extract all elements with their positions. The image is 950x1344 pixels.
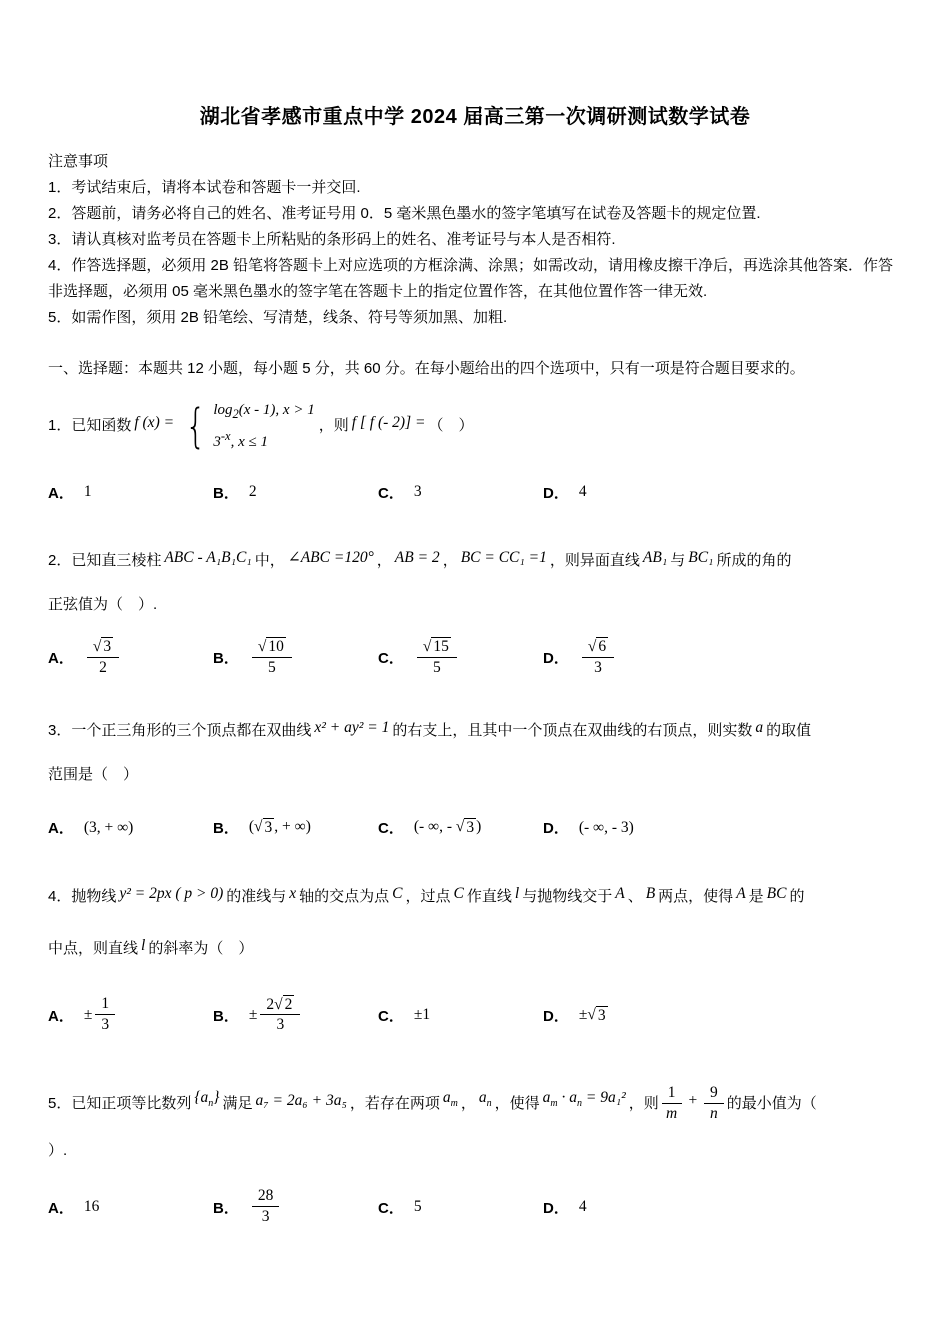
- option-b: [213, 1186, 378, 1226]
- option-c-label: C．: [378, 1199, 404, 1217]
- q4-pre-text: 4．抛物线: [48, 887, 117, 905]
- term-a: a: [542, 1088, 551, 1106]
- notice-item-3: 3．请认真核对监考员在答题卡上所粘贴的条形码上的姓名、准考证号与本人是否相符.: [48, 231, 616, 248]
- question-2-options: [48, 639, 902, 677]
- interval-open: (: [248, 818, 255, 836]
- option-d: [543, 1197, 587, 1218]
- notice-item-5: 5．如需作图，须用 2B 铅笔绘、写清楚，线条、符号等须加黑、加粗.: [48, 309, 508, 326]
- q5-sequence-name: [194, 1084, 219, 1118]
- equals-value: = 9a₁²: [582, 1088, 626, 1106]
- question-5-options: [48, 1186, 902, 1226]
- question-5: [48, 1084, 902, 1225]
- numerator: 1: [95, 995, 115, 1015]
- q3-text: 的取值: [766, 721, 812, 739]
- notice-heading: 注意事项: [48, 153, 109, 170]
- option-d-value: [579, 1006, 608, 1025]
- q4-point-c: C: [392, 884, 403, 902]
- q3-line2-text: 范围是（ ）: [48, 765, 139, 783]
- option-c-value: 5: [413, 1198, 422, 1216]
- notice-item-1: 1．考试结束后，请将本试卷和答题卡一并交回.: [48, 179, 361, 196]
- option-b-value: [249, 818, 311, 837]
- q2-prism-name: ABC - A₁B₁C₁: [164, 549, 252, 566]
- option-a-value: 1: [83, 483, 92, 500]
- numerator: 28: [252, 1187, 280, 1207]
- q5-text: ，使得: [494, 1094, 540, 1112]
- option-c-label: C．: [378, 650, 404, 668]
- fraction: [582, 637, 614, 677]
- notice-item-4: 4．作答选择题，必须用 2B 铅笔将答题卡上对应选项的方框涂满、涂黑；如需改动，请用橡皮擦干净后，再选涂其他答案．作答非选择题，必须用 05 毫米黑色墨水的签字笔在答题卡上的指定位置作答，在其他位置作答一律无效.: [48, 257, 894, 300]
- option-c: [378, 639, 543, 677]
- sequence-open: {a: [194, 1088, 209, 1106]
- term-sub-m: m: [450, 1097, 458, 1109]
- denominator: m: [666, 1105, 678, 1123]
- option-c-label: C．: [378, 820, 404, 838]
- q1-pre-text: 1．已知函数: [48, 417, 132, 434]
- q5-text: 的最小值为（: [726, 1094, 817, 1112]
- radicand: 2: [284, 995, 293, 1013]
- q1-case-bottom-rest: , x ≤ 1: [230, 434, 268, 450]
- radicand: 10: [268, 638, 284, 655]
- option-d-value: 4: [578, 483, 587, 500]
- sqrt: [456, 818, 476, 837]
- fraction: [260, 995, 300, 1035]
- q2-text: 与: [670, 552, 686, 569]
- term-a: a: [442, 1088, 451, 1106]
- option-c: [378, 1005, 543, 1026]
- question-1-stem: [48, 399, 902, 453]
- option-b-label: B．: [213, 650, 239, 668]
- plus-minus-sign: ±: [578, 1005, 588, 1023]
- option-c-label: C．: [378, 1007, 404, 1025]
- question-1: [48, 399, 902, 507]
- numerator-coefficient: 2: [266, 995, 275, 1013]
- question-4-stem-line2: [48, 935, 902, 963]
- q2-text: ，: [442, 552, 458, 569]
- fraction: [87, 637, 119, 677]
- sequence-sub: n: [208, 1097, 214, 1109]
- question-4-options: [48, 997, 902, 1035]
- q4-point-a: A: [615, 884, 625, 902]
- q2-ab1: AB₁: [642, 549, 668, 566]
- q1-cases: [213, 399, 314, 453]
- dot-term: · a: [557, 1088, 577, 1106]
- q1-case-top-rest: (x - 1), x > 1: [238, 402, 315, 418]
- q1-case-bottom: [213, 425, 314, 453]
- q3-var-a: a: [755, 718, 764, 736]
- option-a: [48, 817, 213, 838]
- option-b: [213, 482, 378, 503]
- q4-point-a: A: [736, 884, 746, 902]
- fraction: [252, 637, 292, 677]
- question-1-options: [48, 477, 902, 507]
- radicand: 3: [264, 819, 273, 837]
- fraction: [417, 637, 457, 677]
- option-a: [48, 1197, 213, 1218]
- q1-log-sub: 2: [232, 407, 239, 421]
- radicand: 15: [433, 638, 449, 655]
- q4-text: 、: [627, 887, 643, 905]
- option-b: [213, 997, 378, 1035]
- q5-pre-text: 5．已知正项等比数列: [48, 1094, 192, 1112]
- q2-text: 中，: [254, 552, 285, 569]
- question-5-stem-line1: [48, 1084, 902, 1123]
- q5-relation: a₇ = 2a₆ + 3a₅: [255, 1091, 347, 1109]
- term-a: a: [478, 1088, 487, 1106]
- page-title: 湖北省孝感市重点中学 2024 届高三第一次调研测试数学试卷: [199, 106, 751, 128]
- q4-point-c: C: [453, 884, 464, 902]
- q4-text: 轴的交点为点: [299, 887, 390, 905]
- sqrt-symbol: √: [587, 638, 597, 655]
- numerator: 9: [704, 1084, 724, 1104]
- question-2-stem-line2: [48, 591, 902, 619]
- q5-product-relation: [543, 1084, 626, 1118]
- option-b-label: B．: [213, 484, 239, 502]
- option-d: [543, 482, 587, 503]
- term-sub-n: n: [486, 1097, 492, 1109]
- q2-bc-cc1: BC = CC₁ =1: [460, 549, 547, 566]
- plus-minus-sign: ±: [83, 1006, 93, 1024]
- option-a-value: 16: [83, 1198, 100, 1216]
- sqrt-symbol: √: [92, 638, 102, 655]
- sqrt-symbol: √: [587, 1005, 596, 1023]
- sqrt: [254, 818, 274, 837]
- q1-piecewise-function: [181, 399, 315, 453]
- option-d-label: D．: [543, 1007, 569, 1025]
- denominator: 5: [432, 658, 441, 676]
- q4-point-b: B: [645, 884, 656, 902]
- option-d-label: D．: [543, 820, 569, 838]
- denominator: n: [709, 1105, 718, 1123]
- fraction: [662, 1084, 682, 1123]
- sqrt-symbol: √: [422, 638, 432, 655]
- q5-line2-text: ）.: [48, 1141, 68, 1159]
- option-d: [543, 817, 634, 838]
- q2-line2-text: 正弦值为（ ）.: [48, 596, 158, 613]
- option-b-label: B．: [213, 820, 239, 838]
- option-c-label: C．: [378, 484, 404, 502]
- q1-exp: -x: [220, 429, 231, 443]
- q2-angle: ∠ABC =120°: [287, 549, 374, 566]
- q2-text: 所成的角的: [716, 552, 792, 569]
- q2-text: ，则异面直线: [549, 552, 640, 569]
- q4-line-l: l: [141, 936, 146, 954]
- sqrt-symbol: √: [274, 995, 283, 1013]
- q3-text: 的右支上，且其中一个顶点在双曲线的右顶点，则实数: [392, 721, 753, 739]
- sqrt-symbol: √: [254, 818, 263, 836]
- q5-text: ，: [460, 1094, 476, 1112]
- option-a-value: (3, + ∞): [83, 818, 134, 836]
- denominator: 2: [99, 658, 107, 676]
- plus-sign: +: [687, 1091, 698, 1109]
- q4-text: 与抛物线交于: [522, 887, 613, 905]
- option-a: [48, 997, 213, 1034]
- q2-pre-text: 2．已知直三棱柱: [48, 552, 162, 569]
- option-b: [213, 639, 378, 677]
- option-c-value: ±1: [413, 1006, 431, 1024]
- q5-text: ，则: [628, 1094, 659, 1112]
- q5-text: ，若存在两项: [349, 1094, 440, 1112]
- option-d: [543, 639, 617, 677]
- sequence-close: }: [213, 1088, 220, 1106]
- q4-text: 两点，使得: [658, 887, 734, 905]
- q5-term-an: [479, 1084, 492, 1118]
- numerator: 1: [662, 1084, 682, 1104]
- question-3-options: [48, 813, 902, 843]
- question-3-stem-line2: [48, 761, 902, 789]
- option-c: [378, 1197, 543, 1218]
- radicand: 6: [598, 638, 607, 655]
- q1-mid-text: ，则: [318, 417, 349, 434]
- section-choice-heading: 一、选择题：本题共 12 小题，每小题 5 分，共 60 分。在每小题给出的四个选项中，只有一项是符合题目要求的。: [48, 360, 805, 377]
- option-d: [543, 1005, 608, 1026]
- sqrt: [587, 1006, 607, 1025]
- option-d-label: D．: [543, 484, 569, 502]
- q4-segment-bc: BC: [766, 884, 787, 902]
- option-a-label: A．: [48, 820, 74, 838]
- option-a-label: A．: [48, 1007, 74, 1025]
- q4-line2-text: 中点，则直线: [48, 939, 139, 957]
- notice-section: [48, 149, 902, 331]
- brace-symbol: {: [185, 399, 206, 453]
- q5-term-am: [443, 1084, 458, 1118]
- option-d-label: D．: [543, 1199, 569, 1217]
- question-5-stem-line2: [48, 1137, 902, 1165]
- sqrt-symbol: √: [257, 638, 267, 655]
- sqrt-symbol: √: [455, 818, 465, 836]
- q4-text: 是: [748, 887, 764, 905]
- q4-line-l: l: [514, 884, 520, 902]
- term-sub-m: m: [550, 1097, 558, 1109]
- option-d-value: (- ∞, - 3): [578, 818, 634, 836]
- plus-minus-sign: ±: [248, 1006, 258, 1024]
- question-4: [48, 883, 902, 1035]
- option-b-label: B．: [213, 1007, 239, 1025]
- option-a: [48, 482, 213, 503]
- q3-hyperbola-equation: x² + ay² = 1: [314, 718, 390, 736]
- option-a-label: A．: [48, 1199, 74, 1217]
- q1-case-top: [213, 399, 314, 425]
- denominator: 3: [101, 1015, 110, 1033]
- interval-close: ): [476, 818, 482, 836]
- question-3: [48, 717, 902, 843]
- denominator: 3: [261, 1207, 270, 1225]
- denominator: 3: [276, 1016, 285, 1034]
- option-d-label: D．: [543, 650, 569, 668]
- q4-text: 的准线与: [226, 887, 287, 905]
- fraction: [95, 995, 115, 1034]
- option-b-value: 2: [248, 483, 257, 500]
- q4-text: ，过点: [405, 887, 451, 905]
- fraction: [704, 1084, 724, 1123]
- q4-text: 作直线: [466, 887, 512, 905]
- option-a-label: A．: [48, 484, 74, 502]
- q4-text: 的: [789, 887, 805, 905]
- option-b: [213, 817, 378, 838]
- q1-answer-blank: （ ）: [428, 417, 474, 434]
- option-b-label: B．: [213, 1199, 239, 1217]
- q5-text: 满足: [222, 1094, 253, 1112]
- option-c: [378, 817, 543, 838]
- q1-base: 3: [213, 434, 221, 450]
- q4-var-x: x: [289, 884, 297, 902]
- question-2: [48, 547, 902, 677]
- question-4-stem-line1: [48, 883, 902, 911]
- q1-expr: f [ f (- 2)] =: [351, 414, 426, 431]
- denominator: 5: [267, 658, 276, 676]
- option-c-value: 3: [413, 483, 422, 500]
- q1-log: log: [213, 402, 233, 418]
- option-c-value: [414, 818, 481, 837]
- question-2-stem-line1: [48, 547, 902, 575]
- radicand: 3: [597, 1006, 606, 1024]
- option-a-label: A．: [48, 650, 74, 668]
- notice-item-2: 2．答题前，请务必将自己的姓名、准考证号用 0．5 毫米黑色墨水的签字笔填写在试卷及答题卡的规定位置.: [48, 205, 761, 222]
- option-a: [48, 639, 213, 677]
- fraction: [252, 1187, 280, 1226]
- q4-line2-text: 的斜率为（ ）: [148, 939, 254, 957]
- term-sub-n: n: [577, 1097, 582, 1109]
- q3-pre-text: 3．一个正三角形的三个顶点都在双曲线: [48, 721, 312, 739]
- question-3-stem-line1: [48, 717, 902, 745]
- radicand: 3: [103, 638, 112, 655]
- option-d-value: 4: [578, 1198, 587, 1216]
- q1-fx: f (x) =: [134, 414, 175, 431]
- q4-parabola-equation: y² = 2px ( p > 0): [119, 884, 224, 902]
- q2-bc1: BC₁: [688, 549, 714, 566]
- denominator: 3: [594, 658, 602, 676]
- q2-ab: AB = 2: [394, 549, 440, 566]
- interval-open: (- ∞, -: [413, 818, 456, 836]
- option-c: [378, 482, 543, 503]
- radicand: 3: [466, 819, 475, 837]
- interval-close: , + ∞): [274, 818, 311, 836]
- q2-text: ，: [376, 552, 392, 569]
